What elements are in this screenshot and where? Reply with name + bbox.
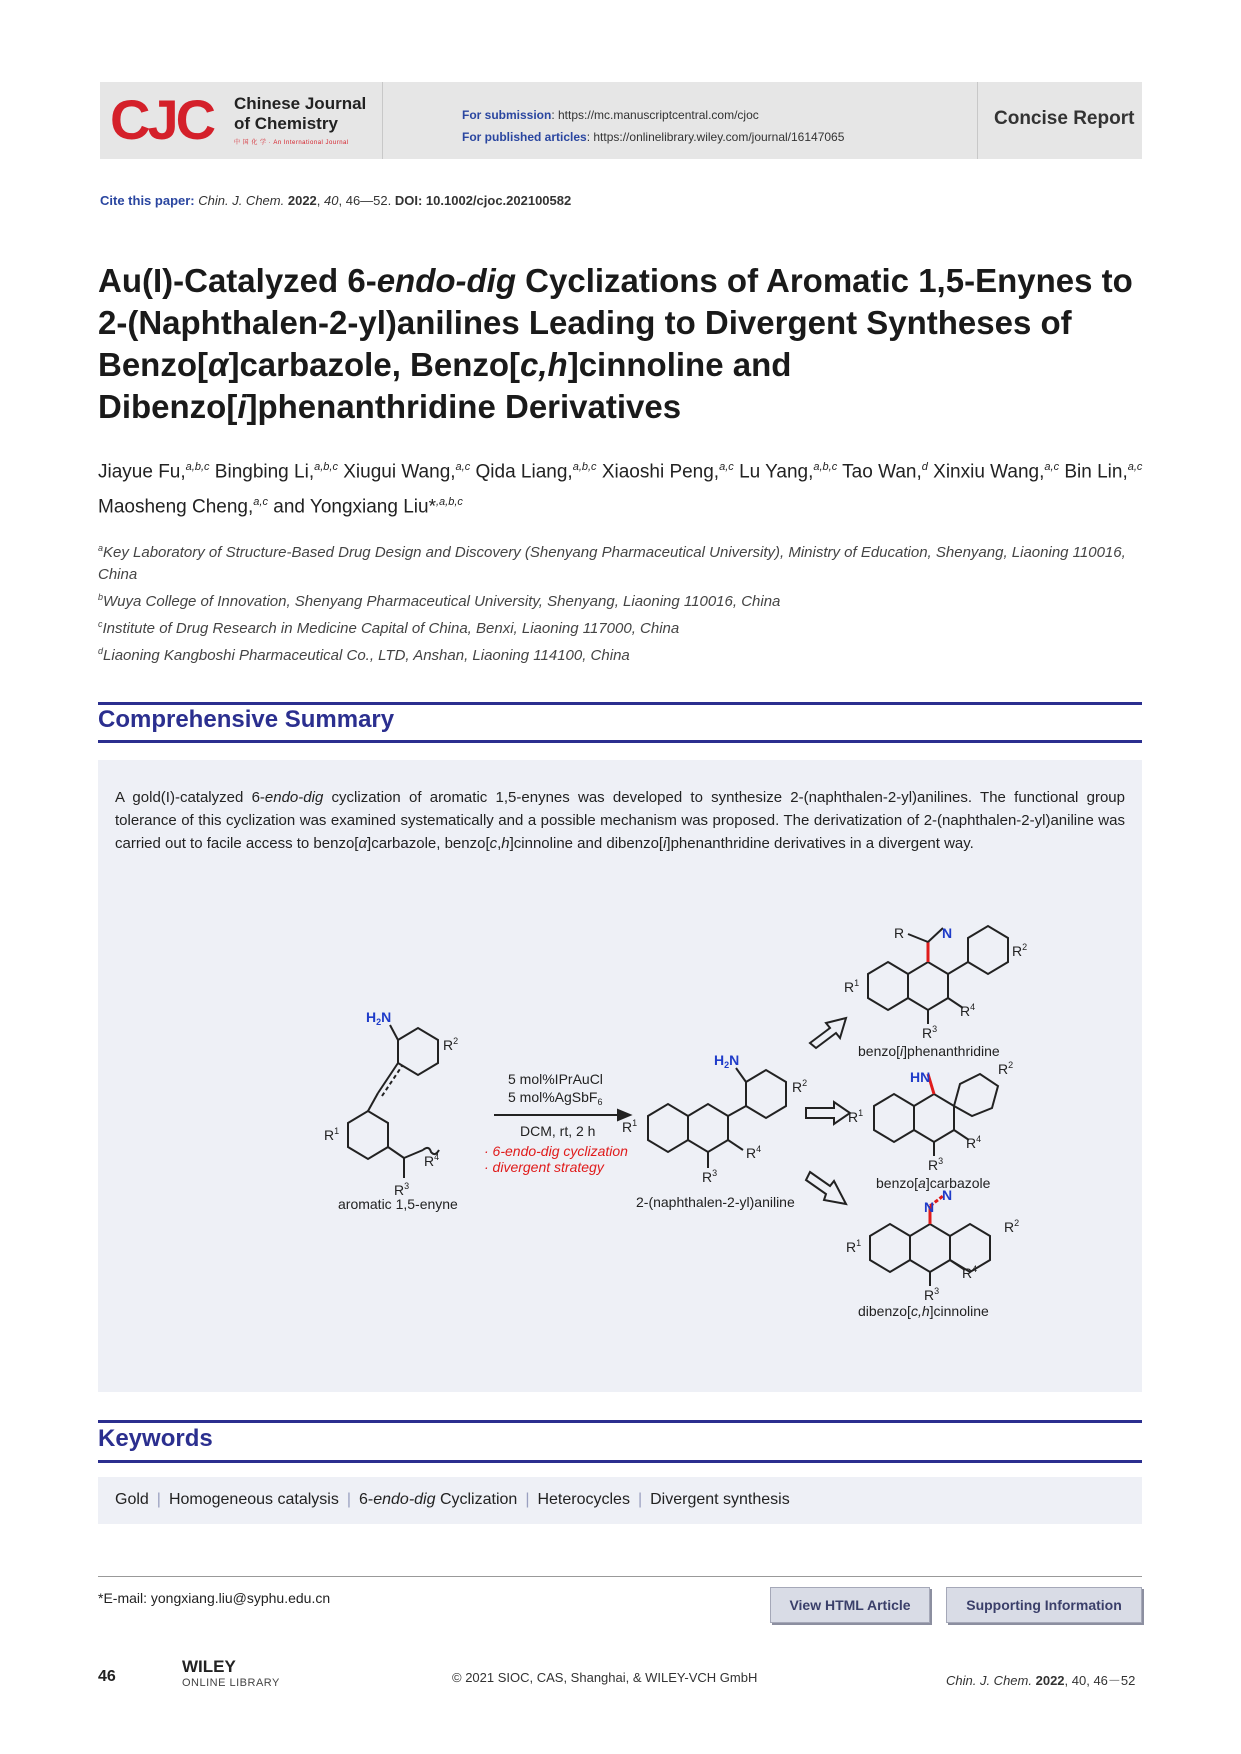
- affiliation-item: $^a$Key Laboratory of Structure-Based Drug Design and Discovery (Shenyang Pharmaceutical University), Ministry of Education, Shenyang, Liaoning 110016, China: [98, 543, 1126, 583]
- p2-r2-label: $R^2$: [998, 1060, 1014, 1077]
- p3-n2-label: N: [942, 1187, 953, 1203]
- p1-label: benzo[i]phenanthridine: [858, 1043, 1000, 1059]
- author-affiliation-mark: a,b,c: [185, 461, 210, 473]
- author-affiliation-mark: a,b,c: [572, 461, 597, 473]
- journal-links: [462, 104, 844, 148]
- author-name: Jiayue Fu,: [98, 461, 186, 483]
- keyword: 6-endo-dig Cyclization: [358, 1491, 518, 1508]
- author-affiliation-mark: ,a,b,c: [435, 496, 463, 509]
- keyword: Homogeneous catalysis: [168, 1491, 339, 1508]
- p3-n1-label: N: [924, 1199, 935, 1215]
- p1-n-label: N: [942, 925, 953, 941]
- copyright: © 2021 SIOC, CAS, Shanghai, & WILEY-VCH GmbH: [452, 1670, 758, 1685]
- author-affiliation-mark: a,c: [1044, 461, 1060, 473]
- p1-r3-label: $R^3$: [922, 1024, 938, 1041]
- author-name: Bingbing Li,: [214, 461, 315, 483]
- author-name: Maosheng Cheng,: [98, 496, 254, 518]
- divergent-arrows: [806, 1018, 850, 1204]
- p2-r4-label: $R^4$: [966, 1134, 982, 1151]
- author-affiliation-mark: a,c: [253, 496, 268, 509]
- summary-text: A gold(I)-catalyzed 6-endo-dig cyclization of aromatic 1,5-enynes was developed to synthesize 2-(naphthalen-2-yl)anilines. The functional group tolerance of this cyclization was examined systematically and a possible mechanism was proposed. The derivatization of 2-(naphthalen-2-yl)aniline was carried out to facile access to benzo[α]carbazole, benzo[c,h]cinnoline and dibenzo[i]phenanthridine derivatives in a divergent way.: [115, 789, 1125, 852]
- author-affiliation-mark: a,c: [455, 461, 471, 473]
- footnote-rule: [98, 1576, 1142, 1577]
- product-r2-label: $R^2$: [792, 1078, 808, 1095]
- summary-heading: Comprehensive Summary: [98, 706, 395, 733]
- author-name: Qida Liang,: [475, 461, 573, 483]
- published-articles-link[interactable]: For published articles: https://onlinelibrary.wiley.com/journal/16147065: [462, 130, 845, 144]
- product-r4-label: $R^4$: [746, 1144, 762, 1161]
- start-r1-label: $R^1$: [324, 1126, 340, 1143]
- start-r2-label: $R^2$: [443, 1036, 459, 1053]
- page-number: 46: [98, 1668, 116, 1685]
- p1-r2-label: $R^2$: [1012, 942, 1028, 959]
- keywords-box: [98, 1477, 1142, 1524]
- journal-name: Chinese Journal of Chemistry: [234, 94, 367, 133]
- p2-r1-label: $R^1$: [848, 1108, 864, 1125]
- note-cyclization: · 6-endo-dig cyclization: [484, 1143, 628, 1159]
- cite-line: Cite this paper: Chin. J. Chem. 2022, 40, 46—52. DOI: 10.1002/cjoc.202100582: [100, 193, 572, 208]
- p3-r3-label: $R^3$: [924, 1286, 940, 1303]
- author-affiliation-mark: a,b,c: [314, 461, 338, 473]
- affiliation-item: $^c$Institute of Drug Research in Medicine Capital of China, Benxi, Liaoning 117000, China: [98, 619, 680, 637]
- author-name: Xinxiu Wang,: [933, 461, 1045, 483]
- product-label: 2-(naphthalen-2-yl)aniline: [636, 1194, 795, 1210]
- summary-box: [98, 760, 1142, 1392]
- condition-additive: 5 mol%AgSbF$_6$: [508, 1089, 603, 1107]
- affiliation-item: $^d$Liaoning Kangboshi Pharmaceutical Co., LTD, Anshan, Liaoning 114100, China: [98, 646, 630, 664]
- affiliations: [98, 537, 1148, 667]
- doi-link[interactable]: DOI: 10.1002/cjoc.202100582: [394, 193, 572, 208]
- author-name: Xiugui Wang,: [343, 461, 456, 483]
- cjc-logo-text: CJC: [110, 88, 214, 151]
- p3-r1-label: $R^1$: [846, 1238, 862, 1255]
- start-r4-label: $R^4$: [424, 1152, 440, 1169]
- wiley-online-library: ONLINE LIBRARY: [182, 1677, 280, 1689]
- author-name: and Yongxiang Liu*: [273, 496, 436, 518]
- start-material-label: aromatic 1,5-enyne: [338, 1196, 458, 1212]
- supporting-information-button[interactable]: Supporting Information: [946, 1587, 1142, 1623]
- note-divergent: · divergent strategy: [484, 1159, 604, 1175]
- p1-r4-label: $R^4$: [960, 1002, 976, 1019]
- product-r3-label: $R^3$: [702, 1168, 718, 1185]
- footer-citation: Chin. J. Chem. 2022, 40, 46－52: [946, 1673, 1136, 1688]
- section-rule-bottom: [98, 740, 1142, 743]
- keywords-rule-top: [98, 1420, 1142, 1423]
- p2-label: benzo[a]carbazole: [876, 1175, 991, 1191]
- keywords-list: Gold | Homogeneous catalysis | 6-endo-dig Cyclization | Heterocycles | Divergent synthesis: [115, 1491, 790, 1508]
- condition-solvent: DCM, rt, 2 h: [520, 1123, 596, 1139]
- article-type: Concise Report: [994, 108, 1135, 129]
- product-structure: [648, 1068, 786, 1168]
- p2-r3-label: $R^3$: [928, 1156, 944, 1173]
- p1-r-label: R: [894, 925, 905, 941]
- keywords-heading: Keywords: [98, 1425, 213, 1452]
- article-type-box: [977, 82, 1143, 159]
- product-r1-label: $R^1$: [622, 1118, 638, 1135]
- corresponding-email: *E-mail: yongxiang.liu@syphu.edu.cn: [98, 1590, 331, 1606]
- author-affiliation-mark: a,c: [719, 461, 734, 473]
- author-name: Xiaoshi Peng,: [601, 461, 720, 483]
- product-nh2-label: $H_2N$: [714, 1052, 740, 1070]
- author-name: Tao Wan,: [842, 461, 922, 483]
- p1-r1-label: $R^1$: [844, 978, 860, 995]
- author-affiliation-mark: d: [921, 461, 928, 473]
- article-title: Au(I)-Catalyzed 6-endo-dig Cyclizations of Aromatic 1,5-Enynes to 2-(Naphthalen-2-yl)anilines Leading to Divergent Syntheses of Benzo[α]carbazole, Benzo[c,h]cinnoline and Dibenzo[i]phenanthridine Derivatives: [98, 262, 1133, 425]
- view-html-article-button[interactable]: View HTML Article: [770, 1587, 930, 1623]
- author-affiliation-mark: a,c: [1127, 461, 1143, 473]
- phenanthridine-structure: [868, 926, 1008, 1024]
- section-rule-top: [98, 702, 1142, 705]
- journal-subtitle: 中 国 化 学 · An International Journal: [234, 140, 349, 146]
- journal-header: [100, 82, 1142, 159]
- keyword: Divergent synthesis: [650, 1491, 790, 1508]
- author-list: [98, 452, 1158, 523]
- journal-logo: [100, 82, 383, 159]
- submission-link[interactable]: For submission: https://mc.manuscriptcentral.com/cjoc: [462, 108, 759, 122]
- p3-r2-label: $R^2$: [1004, 1218, 1020, 1235]
- condition-catalyst: 5 mol%IPrAuCl: [508, 1071, 603, 1087]
- keyword: Gold: [115, 1491, 149, 1508]
- keywords-rule-bottom: [98, 1460, 1142, 1463]
- wiley-logo: WILEY: [182, 1657, 236, 1676]
- author-name: Bin Lin,: [1064, 461, 1128, 483]
- start-nh2-label: $H_2N$: [366, 1009, 392, 1027]
- author-name: Lu Yang,: [739, 461, 814, 483]
- p2-hn-label: HN: [910, 1069, 931, 1085]
- p3-r4-label: $R^4$: [962, 1264, 978, 1281]
- p3-label: dibenzo[c,h]cinnoline: [858, 1303, 989, 1319]
- keyword: Heterocycles: [537, 1491, 630, 1508]
- reaction-scheme: [198, 910, 1198, 1380]
- affiliation-item: $^b$Wuya College of Innovation, Shenyang Pharmaceutical University, Shenyang, Liaoning 110016, China: [98, 592, 781, 610]
- author-affiliation-mark: a,b,c: [813, 461, 838, 473]
- start-r3-label: $R^3$: [394, 1181, 410, 1198]
